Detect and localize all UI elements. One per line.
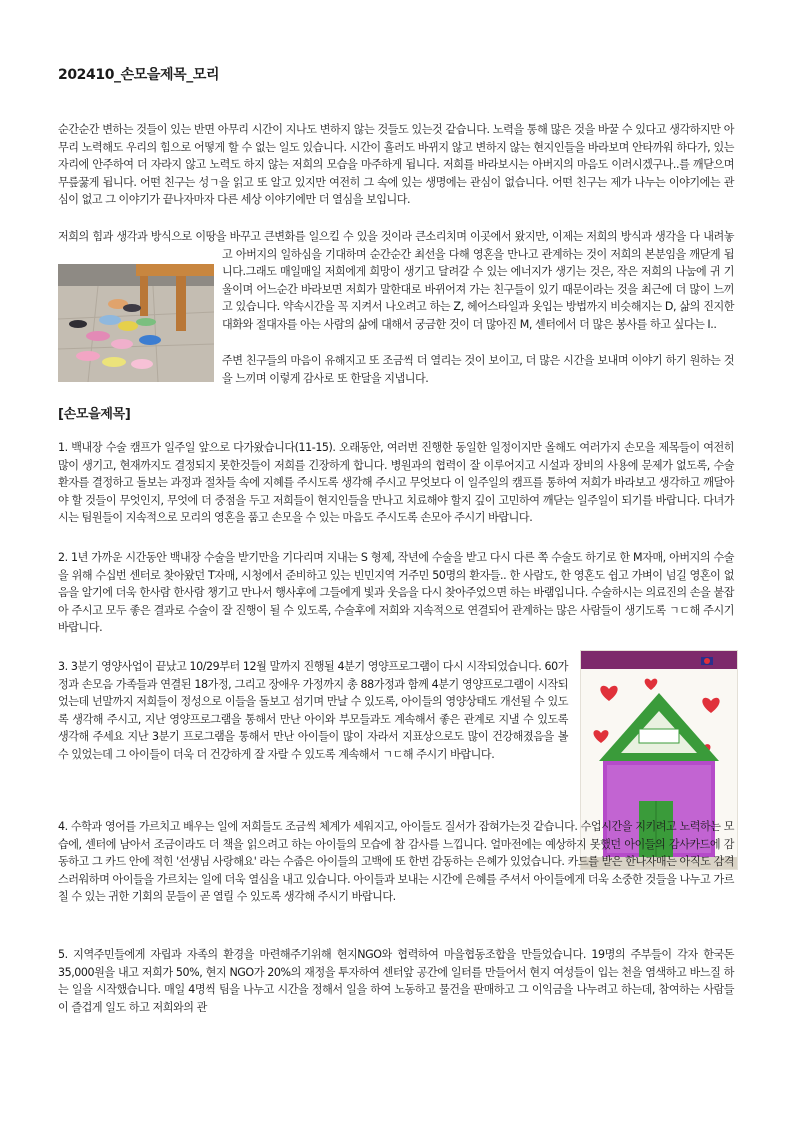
paragraph-gratitude: 주변 친구들의 마음이 유해지고 또 조금씩 더 열리는 것이 보이고, 더 많은 시간을 보내며 이야기 하기 원하는 것을 느끼며 이렇게 감사로 또 한달을 지냅니다. bbox=[222, 354, 734, 385]
prayer-item-4 bbox=[58, 818, 734, 906]
prayer-item-5: 5. 지역주민들에게 자립과 자족의 환경을 마련해주기위해 현지NGO와 협력하여 마을협동조합을 만들었습니다. 19명의 주부들이 각자 한국돈 35,000원을 내고 저희가 50%, 현지 NGO가 20%의 재정을 투자하여 센터앞 공간에 일터를 만들어서 현지 여성들이 입는 천을 염색하고 바느질 하는 일을 시작했습니다. 매일 4명씩 팀을 나누고 시간을 정해서 일을 하여 노동하고 물건을 판매하고 그 이익금을 나누려고 하는데, 참여하는 사람들이 즐겁게 일도 하고 저희와의 관 bbox=[58, 948, 734, 1014]
prayer-item-2: 2. 1년 가까운 시간동안 백내장 수술을 받기만을 기다리며 지내는 S 형제, 작년에 수술을 받고 다시 다른 쪽 수술도 하기로 한 M자매, 아버지의 수술을 위해 수십번 센터로 찾아왔던 T자매, 시청에서 준비하고 있는 빈민지역 거주민 50명의 환자들.. 한 사람도, 한 영혼도 쉽고 가벼이 넘길 영혼이 없음을 알기에 더욱 한사람 한사람 챙기고 만나서 행사후에 그들에게 빛과 웃음을 다시 찾아주었으면 하는 바램입니다. 수술하시는 의료진의 손을 붙잡아 주시고 모두 좋은 결과로 수술이 잘 진행이 될 수 있도록, 수술후에 저희와 지속적으로 연결되어 관계하는 많은 사람들이 생기도록 ㄱㄷ해 주시기 바랍니다. bbox=[58, 551, 734, 635]
section-heading: [손모을제목] bbox=[58, 407, 131, 422]
paragraph-intro: 순간순간 변하는 것들이 있는 반면 아무리 시간이 지나도 변하지 않는 것들도 있는것 같습니다. 노력을 통해 많은 것을 바꿀 수 있다고 생각하지만 아무리 노력해도 우리의 힘으로 어떻게 할 수 없는 일도 있습니다. 시간이 흘러도 바뀌지 않고 변하지 않는 현지인들을 바라보며 안타까워 하다가, 있는 자리에 안주하여 더 자라지 않고 노력도 하지 않는 저희의 모습을 마주하게 됩니다. 저희를 바라보시는 아버지의 마음도 이러시겠구나..를 깨닫으며 무릎꿇게 됩니다. 어떤 친구는 성ㄱ을 읽고 또 알고 있지만 여전히 그 속에 있는 생명에는 관심이 없습니다. 어떤 친구는 제가 나누는 이야기에는 관심이 없고 그 이야기가 끝나자마자 다른 세상 이야기에만 더 열심을 보입니다. bbox=[58, 123, 734, 207]
prayer-item-3: 3. 3분기 영양사업이 끝났고 10/29부터 12월 말까지 진행될 4분기 영양프로그램이 다시 시작되었습니다. 60가정과 손모음 가족들과 연결된 18가정, 그리고 장애우 가정까지 총 88가정과 함께 4분기 영양프로그램이 시작되었는데 넌말까지 저희들이 정성으로 이들을 돌보고 섬기며 만날 수 있도록, 아이들의 영양상태도 개선될 수 있도록 생각해 주시고, 지난 영양프로그램을 통해서 만난 아이와 부모들과도 계속해서 좋은 관계로 지낼 수 있도록 생각해 주세요 지난 3분기 프로그램을 통해서 만난 아이들이 많이 자라서 지표상으로도 많이 건강해졌음을 볼 수 있었는데 그 아이들이 더욱 더 건강하게 잘 자랄 수 있도록 계속해서 ㄱㄷ해 주시기 바랍니다. bbox=[58, 660, 568, 761]
document-title: 202410_손모을제목_모리 bbox=[58, 67, 220, 83]
slippers-photo bbox=[58, 264, 214, 382]
prayer-item-1: 1. 백내장 수술 캠프가 일주일 앞으로 다가왔습니다(11-15). 오래동안, 여러번 진행한 동일한 일정이지만 올해도 여러가지 손모을 제목들이 여전히 많이 생기고, 현재까지도 결정되지 못한것들이 저희를 긴장하게 합니다. 병원과의 협력이 잘 이루어지고 시설과 장비의 사용에 문제가 없도록, 수술환자를 결정하고 돌보는 과정과 절차들 속에 지혜를 주시도록 생각해 주시고 무엇보다 이 일주일의 캠프를 통하여 저희가 바라보고 생각하고 깨달아야 할 것들이 무엇인지, 무엇에 더 중점을 두고 저희들이 현지인들을 만나고 치료해야 할지 깊이 고민하여 깨닫는 일주일이 되기를 바랍니다. 다녀가시는 팀원들이 지속적으로 모리의 영혼을 품고 손모을 수 있는 마음도 주시도록 손모아 주시기 바랍니다. bbox=[58, 441, 734, 525]
paragraph-reflection bbox=[58, 228, 734, 334]
paragraph-reflection-text: 저희의 힘과 생각과 방식으로 이땅을 바꾸고 큰변화를 일으킬 수 있을 것이라 큰소리치며 이곳에서 왔지만, 이제는 저희의 방식과 생각을 다 내려놓고 아버지의 일하심을 기대하며 순간순간 최선을 다해 영혼을 만나고 관계하는 것이 저희의 본분임을 깨닫게 됩니다.그래도 매일매일 저희에게 희망이 생기고 달려갈 수 있는 에너지가 생기는 것은, 작은 저희의 나눔에 귀 기울이며 어느순간 바라보면 저희가 말한대로 바뀌어져 가는 친구들이 있기 때문이라는 것을 최근에 더 많이 느끼고 있습니다. 약속시간을 꼭 지켜서 나오려고 하는 Z, 헤어스타일과 옷입는 방법까지 비슷해지는 D, 삶의 진지한 대화와 절대자를 아는 사람의 삶에 대해서 궁금한 것이 더 많아진 M, 센터에서 더 많은 봉사를 하고 싶다는 I.. bbox=[58, 230, 734, 331]
prayer-item-4-text: 4. 수학과 영어를 가르치고 배우는 일에 저희들도 조금씩 체계가 세워지고, 아이들도 질서가 잡혀가는것 같습니다. 수업시간을 지키려고 노력하는 모습에, 센터에 남아서 조금이라도 더 책을 읽으려고 하는 아이들의 모습에 참 감사를 느낍니다. 얼마전에는 예상하지 못했던 아이들의 감사카드에 감동하고 그 카드 안에 적힌 '선생님 사랑해요' 라는 수줍은 아이들의 고백에 또 한번 감동하는 은혜가 있었습니다. 카드를 받은 한나자매는 아직도 감격스러워하며 아이들을 가르치는 일에 더욱 열심을 내고 있습니다. 아이들과 보내는 시간에 은혜를 주셔서 아이들에게 더욱 소중한 것들을 나누고 가르칠 수 있는 귀한 기회의 문들이 곧 열릴 수 있도록 생각해 주시기 바랍니다. bbox=[58, 820, 734, 904]
